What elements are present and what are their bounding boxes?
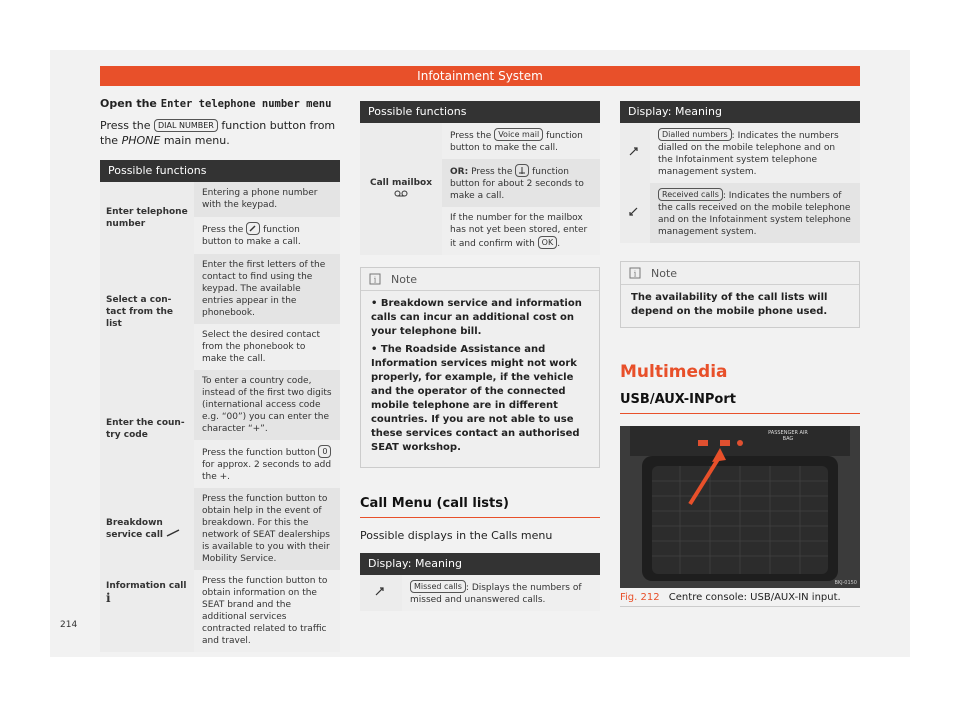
usb-aux-heading: USB/AUX-INPort [620, 392, 860, 414]
table-row [100, 254, 340, 324]
row-value: To enter a country code, instead of the first two digits (international access code e.g. “00”) you can enter the character “+”. [194, 370, 340, 440]
row-label: Select a con- tact from the list [100, 254, 194, 370]
voice-mail-key: Voice mail [494, 128, 543, 141]
note-header: i Note [621, 262, 859, 285]
menu-name: Enter telephone number menu [160, 98, 332, 110]
column-middle [360, 101, 600, 611]
console-photo [620, 426, 860, 588]
row-value: Press the function button to obtain information on the SEAT brand and the additional services contracted related to traffic and travel. [194, 570, 340, 652]
section-heading: Call Menu (call lists) [360, 496, 600, 518]
table-row [620, 123, 860, 183]
note-item: • The Roadside Assistance and Information services might not work properly, for example, if the vehicle and the operator of the connected mobile telephone are in different countries. If you are not able to use these services contact an authorised SEAT workshop. [371, 344, 580, 453]
row-label: Enter telephone number [100, 182, 194, 254]
table-row [100, 488, 340, 570]
phone-menu-name: PHONE [121, 134, 161, 147]
table-row [620, 183, 860, 243]
row-value: Missed calls : Displays the numbers of missed and unanswered calls. [402, 575, 600, 611]
display-table [620, 123, 860, 243]
row-value: Press the Voice mail function button to make the call. [442, 123, 600, 159]
table-row [360, 123, 600, 159]
row-label: Breakdown service call [100, 488, 194, 570]
calls-table-header: Display: Meaning [360, 553, 600, 575]
wrench-icon [166, 529, 180, 537]
row-label: Call mailbox [360, 123, 442, 255]
column-left [100, 96, 340, 652]
received-call-icon [628, 205, 642, 217]
row-label [620, 183, 650, 243]
ok-key: OK [538, 236, 558, 249]
airbag-label: PASSENGER AIR BAG [768, 430, 808, 442]
info-icon: i [106, 591, 111, 605]
table-row [100, 182, 340, 217]
missed-calls-key: Missed calls [410, 580, 466, 593]
numeral-one-key-icon [515, 164, 529, 177]
phone-handset-icon [246, 222, 260, 235]
row-value: If the number for the mailbox has not yet been stored, enter it and confirm with OK . [442, 207, 600, 255]
voicemail-icon [394, 190, 408, 197]
zero-key: 0 [318, 445, 331, 458]
info-book-icon [629, 267, 641, 279]
row-value: Press the function button 0 for approx. 2 seconds to add the +. [194, 440, 340, 488]
row-label [620, 123, 650, 183]
svg-text:i: i [373, 275, 377, 285]
note-item: • Breakdown service and information calls can incur an additional cost on your telephone bill. [371, 298, 582, 337]
dialled-call-icon [628, 145, 642, 157]
row-value: Entering a phone number with the keypad. [194, 182, 340, 217]
table-row [100, 370, 340, 440]
row-label: Enter the coun- try code [100, 370, 194, 488]
note-box [620, 261, 860, 328]
table-row [100, 570, 340, 652]
functions-table-header: Possible functions [100, 160, 340, 182]
table-row [360, 575, 600, 611]
row-value: Press the function button to make a call. [194, 217, 340, 254]
page-number: 214 [60, 620, 78, 630]
row-label [360, 575, 402, 611]
row-value: Select the desired contact from the phonebook to make the call. [194, 324, 340, 370]
missed-call-icon [374, 585, 388, 597]
note-header: i Note [361, 268, 599, 291]
info-book-icon [369, 273, 381, 285]
dialled-numbers-key: Dialled numbers [658, 128, 732, 141]
dial-number-key: DIAL NUMBER [154, 119, 218, 132]
column-right [620, 101, 860, 607]
calls-table [360, 575, 600, 611]
photo-code: BKJ-0150 [834, 580, 857, 586]
row-value: OR: Press the function button for about 2 seconds to make a call. [442, 159, 600, 207]
section-text: Possible displays in the Calls menu [360, 529, 553, 542]
row-value: Enter the first letters of the contact to find using the keypad. The available entries appear in the phonebook. [194, 254, 340, 324]
display-table-header: Display: Meaning [620, 101, 860, 123]
figure-caption: Fig. 212 Centre console: USB/AUX-IN input. [620, 592, 860, 607]
mailbox-table [360, 123, 600, 255]
mailbox-table-header: Possible functions [360, 101, 600, 123]
functions-table [100, 182, 340, 652]
received-calls-key: Received calls [658, 188, 723, 201]
row-value: Press the function button to obtain help in the event of breakdown. For this the network of SEAT dealerships is available to you with their Mobility Service. [194, 488, 340, 570]
row-label: Information call i [100, 570, 194, 652]
svg-text:i: i [633, 269, 637, 279]
note-body [361, 291, 599, 467]
intro-text: Press the DIAL NUMBER function button from the PHONE main menu. [100, 119, 336, 147]
row-value: Received calls : Indicates the numbers of the calls received on the mobile telephone and on the Infotainment system telephone management system. [650, 183, 860, 243]
row-value: Dialled numbers : Indicates the numbers dialled on the mobile telephone and on the Infotainment system telephone management system. [650, 123, 860, 183]
multimedia-title: Multimedia [620, 362, 728, 382]
note-box [360, 267, 600, 468]
header-banner: Infotainment System [100, 66, 860, 86]
intro-heading: Open the Enter telephone number menu [100, 97, 332, 110]
console-illustration [620, 426, 860, 588]
note-body: The availability of the call lists will depend on the mobile phone used. [631, 292, 828, 317]
